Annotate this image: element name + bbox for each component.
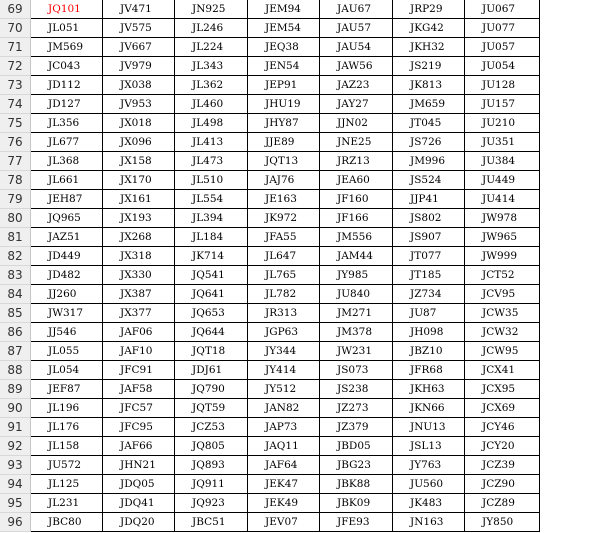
row-header[interactable]: 71 [0,38,31,57]
table-cell[interactable]: JS524 [393,171,465,190]
table-cell[interactable]: JHY87 [248,114,320,133]
table-cell[interactable]: JX318 [103,247,175,266]
table-cell[interactable]: JU384 [465,152,540,171]
table-cell[interactable]: JW978 [465,209,540,228]
table-cell[interactable]: JX161 [103,190,175,209]
table-cell[interactable]: JD112 [31,76,103,95]
table-cell[interactable]: JK813 [393,76,465,95]
table-cell[interactable]: JAU54 [320,38,393,57]
table-cell[interactable]: JL413 [175,133,248,152]
table-cell[interactable]: JU560 [393,475,465,494]
table-cell[interactable]: JV979 [103,57,175,76]
table-row [0,361,605,380]
table-cell[interactable]: JY344 [248,342,320,361]
table-cell[interactable]: JBZ10 [393,342,465,361]
table-cell[interactable]: JNE25 [320,133,393,152]
table-cell[interactable]: JU210 [465,114,540,133]
table-cell[interactable]: JZ734 [393,285,465,304]
table-row [0,38,605,57]
table-cell[interactable]: JSL13 [393,437,465,456]
table-cell[interactable]: JD482 [31,266,103,285]
table-cell[interactable]: JCZ90 [465,475,540,494]
table-cell[interactable]: JEK47 [248,475,320,494]
table-cell[interactable]: JS907 [393,228,465,247]
table-cell[interactable]: JAW56 [320,57,393,76]
table-cell[interactable]: JL051 [31,19,103,38]
table-cell[interactable]: JX387 [103,285,175,304]
table-row [0,114,605,133]
table-cell[interactable]: JL356 [31,114,103,133]
row-header[interactable]: 81 [0,228,31,247]
table-row [0,171,605,190]
row-header[interactable]: 91 [0,418,31,437]
table-cell[interactable]: JEN54 [248,57,320,76]
table-cell[interactable]: JFE93 [320,513,393,532]
table-cell[interactable]: JBC51 [175,513,248,532]
table-cell[interactable]: JEK49 [248,494,320,513]
table-cell[interactable]: JNU13 [393,418,465,437]
table-cell[interactable]: JX268 [103,228,175,247]
row-header[interactable]: 88 [0,361,31,380]
table-cell[interactable]: JJN02 [320,114,393,133]
table-cell[interactable]: JW231 [320,342,393,361]
table-cell[interactable]: JFC95 [103,418,175,437]
table-cell[interactable]: JQ790 [175,380,248,399]
table-cell[interactable]: JY763 [393,456,465,475]
table-cell[interactable]: JZ379 [320,418,393,437]
table-cell[interactable]: JJ260 [31,285,103,304]
table-cell[interactable]: JQ805 [175,437,248,456]
table-cell[interactable]: JCW95 [465,342,540,361]
table-cell[interactable]: JK483 [393,494,465,513]
table-cell[interactable]: JL782 [248,285,320,304]
table-row [0,513,605,532]
table-row [0,133,605,152]
table-row [0,76,605,95]
table-cell[interactable]: JAF66 [103,437,175,456]
table-cell[interactable]: JY985 [320,266,393,285]
table-cell[interactable]: JU414 [465,190,540,209]
table-row [0,456,605,475]
table-cell[interactable]: JAQ11 [248,437,320,456]
table-cell[interactable]: JQ911 [175,475,248,494]
table-cell[interactable]: JL460 [175,95,248,114]
table-cell[interactable]: JAY27 [320,95,393,114]
table-cell[interactable]: JU128 [465,76,540,95]
table-cell[interactable]: JU87 [393,304,465,323]
table-cell[interactable]: JC043 [31,57,103,76]
table-cell[interactable]: JAM44 [320,247,393,266]
table-cell[interactable]: JS726 [393,133,465,152]
row-header[interactable]: 96 [0,513,31,532]
table-cell[interactable]: JKG42 [393,19,465,38]
table-cell[interactable]: JU057 [465,38,540,57]
row-header[interactable]: 79 [0,190,31,209]
table-cell[interactable]: JV471 [103,0,175,19]
table-cell[interactable]: JY850 [465,513,540,532]
table-cell[interactable]: JE163 [248,190,320,209]
table-cell[interactable]: JCY46 [465,418,540,437]
table-cell[interactable]: JL661 [31,171,103,190]
table-cell[interactable]: JS238 [320,380,393,399]
table-cell[interactable]: JL176 [31,418,103,437]
table-cell[interactable]: JU157 [465,95,540,114]
table-cell[interactable]: JL055 [31,342,103,361]
table-cell[interactable]: JL343 [175,57,248,76]
table-cell[interactable]: JBK88 [320,475,393,494]
row-header[interactable]: 84 [0,285,31,304]
table-row [0,95,605,114]
table-cell[interactable]: JR313 [248,304,320,323]
table-cell[interactable]: JEQ38 [248,38,320,57]
table-cell[interactable]: JL231 [31,494,103,513]
table-cell[interactable]: JX096 [103,133,175,152]
table-cell[interactable]: JCZ53 [175,418,248,437]
table-cell[interactable]: JEM94 [248,0,320,19]
table-cell[interactable]: JFA55 [248,228,320,247]
table-cell[interactable]: JK714 [175,247,248,266]
table-cell[interactable]: JV953 [103,95,175,114]
table-cell[interactable]: JL510 [175,171,248,190]
table-row [0,380,605,399]
row-header[interactable]: 83 [0,266,31,285]
table-cell[interactable]: JEV07 [248,513,320,532]
table-cell[interactable]: JL498 [175,114,248,133]
table-cell[interactable]: JQT13 [248,152,320,171]
table-cell[interactable]: JQ965 [31,209,103,228]
table-row [0,475,605,494]
table-cell[interactable]: JHN21 [103,456,175,475]
table-cell[interactable]: JCW32 [465,323,540,342]
table-cell[interactable]: JFC91 [103,361,175,380]
table-cell[interactable]: JM996 [393,152,465,171]
table-row [0,304,605,323]
table-cell[interactable]: JM659 [393,95,465,114]
table-cell[interactable]: JV575 [103,19,175,38]
table-row [0,228,605,247]
table-cell[interactable]: JL362 [175,76,248,95]
table-cell[interactable]: JL054 [31,361,103,380]
table-cell[interactable]: JQ101 [31,0,103,19]
row-header[interactable]: 80 [0,209,31,228]
table-cell[interactable]: JAP73 [248,418,320,437]
table-cell[interactable]: JDQ05 [103,475,175,494]
table-cell[interactable]: JU840 [320,285,393,304]
table-row [0,285,605,304]
table-cell[interactable]: JQ923 [175,494,248,513]
table-row [0,323,605,342]
table-cell[interactable]: JM569 [31,38,103,57]
table-cell[interactable]: JU351 [465,133,540,152]
table-row [0,399,605,418]
table-cell[interactable]: JBK09 [320,494,393,513]
table-cell[interactable]: JCX69 [465,399,540,418]
row-header[interactable]: 76 [0,133,31,152]
table-cell[interactable]: JQT59 [175,399,248,418]
table-cell[interactable]: JK972 [248,209,320,228]
row-header[interactable]: 87 [0,342,31,361]
table-cell[interactable]: JHU19 [248,95,320,114]
table-cell[interactable]: JM556 [320,228,393,247]
row-header[interactable]: 75 [0,114,31,133]
table-cell[interactable]: JAU57 [320,19,393,38]
table-cell[interactable]: JH098 [393,323,465,342]
table-cell[interactable]: JCX41 [465,361,540,380]
table-cell[interactable]: JQT18 [175,342,248,361]
table-cell[interactable]: JAF06 [103,323,175,342]
table-cell[interactable]: JY512 [248,380,320,399]
table-cell[interactable]: JJE89 [248,133,320,152]
table-row [0,247,605,266]
table-cell[interactable]: JDQ20 [103,513,175,532]
table-cell[interactable]: JX170 [103,171,175,190]
table-row [0,418,605,437]
table-cell[interactable]: JV667 [103,38,175,57]
table-cell[interactable]: JX193 [103,209,175,228]
row-header[interactable]: 78 [0,171,31,190]
table-cell[interactable]: JF166 [320,209,393,228]
table-cell[interactable]: JL158 [31,437,103,456]
table-row [0,152,605,171]
table-cell[interactable]: JRP29 [393,0,465,19]
table-cell[interactable]: JL394 [175,209,248,228]
table-row [0,266,605,285]
table-cell[interactable]: JL677 [31,133,103,152]
row-header[interactable]: 77 [0,152,31,171]
table-cell[interactable]: JS073 [320,361,393,380]
table-row [0,437,605,456]
table-cell[interactable]: JU054 [465,57,540,76]
table-cell[interactable]: JBC80 [31,513,103,532]
table-row [0,19,605,38]
table-cell[interactable]: JAU67 [320,0,393,19]
row-header[interactable]: 82 [0,247,31,266]
table-cell[interactable]: JDQ41 [103,494,175,513]
table-cell[interactable]: JAF10 [103,342,175,361]
table-cell[interactable]: JL765 [248,266,320,285]
row-header[interactable]: 90 [0,399,31,418]
table-row [0,209,605,228]
table-cell[interactable]: JAN82 [248,399,320,418]
table-cell[interactable]: JX330 [103,266,175,285]
table-cell[interactable]: JT045 [393,114,465,133]
row-header[interactable]: 93 [0,456,31,475]
table-cell[interactable]: JAF64 [248,456,320,475]
table-cell[interactable]: JAJ76 [248,171,320,190]
table-cell[interactable]: JQ541 [175,266,248,285]
table-row [0,494,605,513]
table-cell[interactable]: JN925 [175,0,248,19]
table-cell[interactable]: JL554 [175,190,248,209]
table-cell[interactable]: JCW35 [465,304,540,323]
table-cell[interactable]: JCZ89 [465,494,540,513]
table-cell[interactable]: JKH32 [393,38,465,57]
row-header[interactable]: 70 [0,19,31,38]
row-header[interactable]: 94 [0,475,31,494]
table-cell[interactable]: JL196 [31,399,103,418]
table-cell[interactable]: JM271 [320,304,393,323]
table-cell[interactable]: JL224 [175,38,248,57]
table-cell[interactable]: JM378 [320,323,393,342]
table-cell[interactable]: JF160 [320,190,393,209]
table-row [0,0,605,19]
table-cell[interactable]: JEH87 [31,190,103,209]
table-cell[interactable]: JL647 [248,247,320,266]
table-cell[interactable]: JBG23 [320,456,393,475]
table-cell[interactable]: JRZ13 [320,152,393,171]
table-cell[interactable]: JU077 [465,19,540,38]
table-cell[interactable]: JEA60 [320,171,393,190]
table-cell[interactable]: JD127 [31,95,103,114]
table-cell[interactable]: JFC57 [103,399,175,418]
table-cell[interactable]: JT077 [393,247,465,266]
row-header[interactable]: 86 [0,323,31,342]
row-header[interactable]: 72 [0,57,31,76]
table-cell[interactable]: JKN66 [393,399,465,418]
row-header[interactable]: 89 [0,380,31,399]
table-cell[interactable]: JQ893 [175,456,248,475]
table-cell[interactable]: JJ546 [31,323,103,342]
table-cell[interactable]: JL473 [175,152,248,171]
table-row [0,190,605,209]
row-header[interactable]: 74 [0,95,31,114]
table-cell[interactable]: JL125 [31,475,103,494]
table-cell[interactable]: JX038 [103,76,175,95]
table-cell[interactable]: JU449 [465,171,540,190]
table-cell[interactable]: JU572 [31,456,103,475]
row-header[interactable]: 69 [0,0,31,19]
table-cell[interactable]: JQ644 [175,323,248,342]
table-cell[interactable]: JS802 [393,209,465,228]
table-cell[interactable]: JCZ39 [465,456,540,475]
table-cell[interactable]: JW317 [31,304,103,323]
table-cell[interactable]: JCT52 [465,266,540,285]
table-cell[interactable]: JX377 [103,304,175,323]
table-cell[interactable]: JL246 [175,19,248,38]
table-row [0,342,605,361]
table-cell[interactable]: JCY20 [465,437,540,456]
table-cell[interactable]: JW999 [465,247,540,266]
table-cell[interactable]: JCV95 [465,285,540,304]
table-cell[interactable]: JX158 [103,152,175,171]
table-cell[interactable]: JD449 [31,247,103,266]
table-cell[interactable]: JAZ51 [31,228,103,247]
row-header[interactable]: 95 [0,494,31,513]
table-cell[interactable]: JEM54 [248,19,320,38]
table-cell[interactable]: JAF58 [103,380,175,399]
table-cell[interactable]: JT185 [393,266,465,285]
table-cell[interactable]: JL368 [31,152,103,171]
table-cell[interactable]: JGP63 [248,323,320,342]
table-cell[interactable]: JFR68 [393,361,465,380]
row-header[interactable]: 85 [0,304,31,323]
table-cell[interactable]: JU067 [465,0,540,19]
table-cell[interactable]: JN163 [393,513,465,532]
table-cell[interactable]: JQ641 [175,285,248,304]
table-cell[interactable]: JBD05 [320,437,393,456]
row-header[interactable]: 92 [0,437,31,456]
table-cell[interactable]: JEP91 [248,76,320,95]
table-cell[interactable]: JEF87 [31,380,103,399]
table-cell[interactable]: JL184 [175,228,248,247]
table-cell[interactable]: JAZ23 [320,76,393,95]
table-cell[interactable]: JW965 [465,228,540,247]
table-cell[interactable]: JY414 [248,361,320,380]
row-header[interactable]: 73 [0,76,31,95]
table-cell[interactable]: JZ273 [320,399,393,418]
table-cell[interactable]: JQ653 [175,304,248,323]
table-cell[interactable]: JCX95 [465,380,540,399]
table-row [0,57,605,76]
table-cell[interactable]: JS219 [393,57,465,76]
table-cell[interactable]: JKH63 [393,380,465,399]
table-cell[interactable]: JJP41 [393,190,465,209]
table-cell[interactable]: JX018 [103,114,175,133]
table-cell[interactable]: JDJ61 [175,361,248,380]
